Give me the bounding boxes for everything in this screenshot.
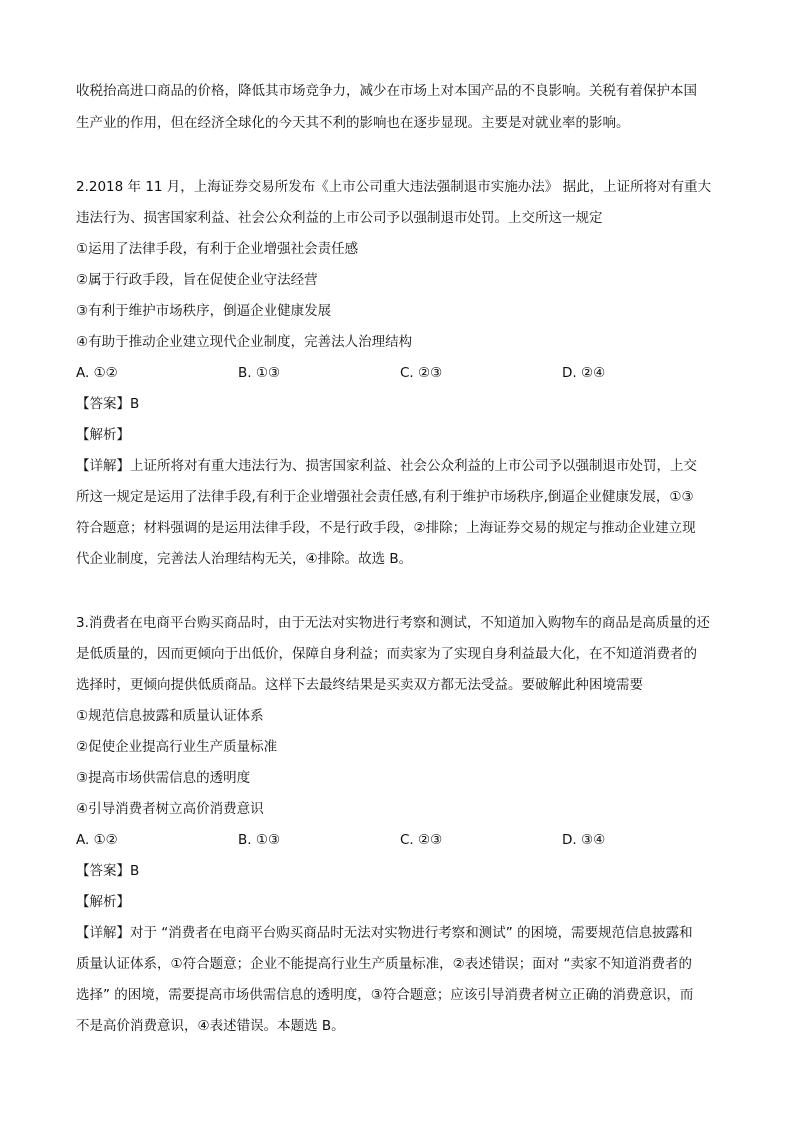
option-a: A. ①② [76, 365, 118, 381]
analysis-title: 【解析】 [76, 894, 130, 910]
question-item: ②促使企业提高行业生产质量标准 [76, 739, 278, 755]
question-item: ③有利于维护市场秩序，倒逼企业健康发展 [76, 303, 332, 319]
question-item: ③提高市场供需信息的透明度 [76, 770, 251, 786]
option-b: B. ①③ [238, 365, 281, 381]
analysis-title: 【解析】 [76, 427, 130, 443]
option-c: C. ②③ [400, 365, 443, 381]
analysis-line: 质量认证体系，①符合题意；企业不能提高行业生产质量标准，②表述错误；面对 “卖家不知道消费者的 [76, 956, 692, 972]
question-stem-line: 3.消费者在电商平台购买商品时，由于无法对实物进行考察和测试，不知道加入购物车的商品是高质量的还 [76, 615, 710, 631]
option-d: D. ②④ [562, 365, 606, 381]
question-item: ②属于行政手段，旨在促使企业守法经营 [76, 272, 318, 288]
option-d: D. ③④ [562, 832, 606, 848]
question-item: ④有助于推动企业建立现代企业制度，完善法人治理结构 [76, 334, 413, 350]
analysis-line: 所这一规定是运用了法律手段,有利于企业增强社会责任感,有利于维护市场秩序,倒逼企业健康发展，①③ [76, 489, 694, 505]
analysis-line: 符合题意；材料强调的是运用法律手段，不是行政手段，②排除；上海证券交易的规定与推动企业建立现 [76, 520, 696, 536]
analysis-line: 不是高价消费意识，④表述错误。本题选 B。 [76, 1018, 345, 1034]
question-item: ①运用了法律手段，有利于企业增强社会责任感 [76, 241, 359, 257]
question-stem-line: 是低质量的，因而更倾向于出低价，保障自身利益；而卖家为了实现自身利益最大化，在不知道消费者的 [76, 646, 697, 662]
option-c: C. ②③ [400, 832, 443, 848]
answer-label: 【答案】B [76, 396, 140, 412]
analysis-line: 选择” 的困境，需要提高市场供需信息的透明度，③符合题意；应该引导消费者树立正确的消费意识，而 [76, 987, 694, 1003]
intro-line: 收税抬高进口商品的价格，降低其市场竞争力，减少在市场上对本国产品的不良影响。关税有着保护本国 [76, 83, 697, 99]
answer-label: 【答案】B [76, 863, 140, 879]
question-stem-line: 2.2018 年 11 月，上海证券交易所发布《上市公司重大违法强制退市实施办法》 据此，上证所将对有重大 [76, 179, 712, 195]
question-item: ④引导消费者树立高价消费意识 [76, 801, 264, 817]
option-b: B. ①③ [238, 832, 281, 848]
question-stem-line: 违法行为、损害国家利益、社会公众利益的上市公司予以强制退市处罚。上交所这一规定 [76, 210, 603, 226]
analysis-line: 【详解】上证所将对有重大违法行为、损害国家利益、社会公众利益的上市公司予以强制退市处罚，上交 [76, 458, 697, 474]
intro-line: 生产业的作用，但在经济全球化的今天其不利的影响也在逐步显现。主要是对就业率的影响。 [76, 115, 630, 131]
analysis-line: 【详解】对于 “消费者在电商平台购买商品时无法对实物进行考察和测试” 的困境，需要规范信息披露和 [76, 925, 693, 941]
question-item: ①规范信息披露和质量认证体系 [76, 708, 264, 724]
question-stem-line: 选择时，更倾向提供低质商品。这样下去最终结果是买卖双方都无法受益。要破解此种困境需要 [76, 677, 643, 693]
option-a: A. ①② [76, 832, 118, 848]
analysis-line: 代企业制度，完善法人治理结构无关，④排除。故选 B。 [76, 551, 413, 567]
